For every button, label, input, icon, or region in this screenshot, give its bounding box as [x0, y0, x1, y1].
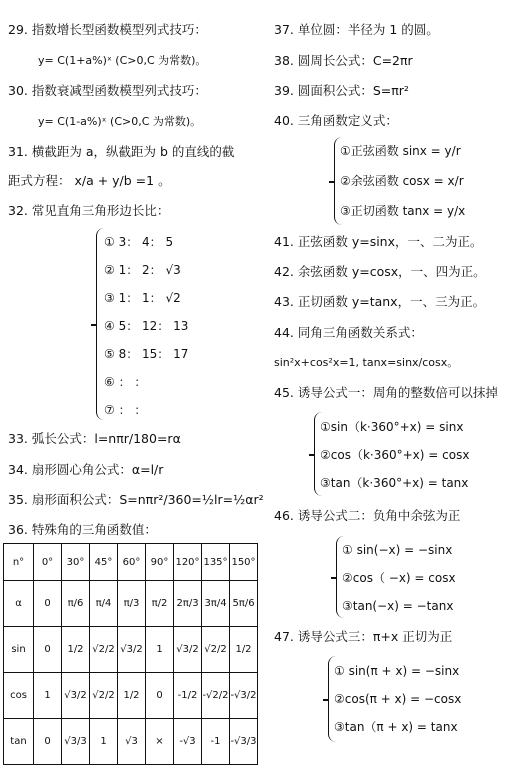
table-cell: √2/2 [90, 627, 118, 673]
item-42: 42. 余弦函数 y=cosx，一、四为正。 [274, 264, 486, 279]
item-41: 41. 正弦函数 y=sinx，一、二为正。 [274, 234, 483, 249]
f3-cos: ②cos(π + x) = −cosx [334, 692, 462, 706]
table-cell: √2/2 [202, 627, 230, 673]
table-cell: √3/2 [118, 627, 146, 673]
item-39: 39. 圆面积公式：S=πr² [274, 83, 409, 98]
row-label: cos [4, 673, 34, 719]
table-cell: 1 [34, 673, 62, 719]
def-tan: ③正切函数 tanx = y/x [340, 204, 466, 218]
table-header-cell: 135° [202, 544, 230, 581]
row-label: α [4, 581, 34, 627]
table-cell: 0 [34, 719, 62, 765]
table-cell: 0 [146, 673, 174, 719]
table-cell: × [146, 719, 174, 765]
table-cell: π/2 [146, 581, 174, 627]
table-cell: -√3/2 [230, 673, 258, 719]
item-36: 36. 特殊角的三角函数值： [8, 522, 157, 537]
table-header-row [4, 544, 258, 581]
table-cell: 1/2 [118, 673, 146, 719]
f3-sin: ① sin(π + x) = −sinx [334, 664, 460, 678]
item-34: 34. 扇形圆心角公式：α=l/r [8, 462, 164, 477]
def-sin: ①正弦函数 sinx = y/r [340, 144, 461, 158]
f2-tan: ③tan(−x) = −tanx [342, 599, 454, 613]
tri-2: ② 1： 2： √3 [104, 263, 181, 277]
table-row [4, 581, 258, 627]
item-31b: 距式方程： x/a + y/b =1 。 [8, 173, 171, 188]
item-38: 38. 圆周长公式：C=2πr [274, 53, 413, 68]
table-cell: -1/2 [174, 673, 202, 719]
item-47: 47. 诱导公式三：π+x 正切为正 [274, 629, 453, 644]
item-31a: 31. 横截距为 a，纵截距为 b 的直线的截 [8, 144, 235, 159]
table-cell: √3/3 [62, 719, 90, 765]
item-43: 43. 正切函数 y=tanx，一、三为正。 [274, 294, 486, 309]
table-cell: π/3 [118, 581, 146, 627]
formula-30: y= C(1-a%)ˣ (C>0,C 为常数)。 [38, 115, 202, 128]
tri-3: ③ 1： 1： √2 [104, 291, 181, 305]
table-header-cell: 30° [62, 544, 90, 581]
table-header-cell: 150° [230, 544, 258, 581]
table-header-cell: 0° [34, 544, 62, 581]
tri-7: ⑦ ： ： [104, 403, 147, 417]
table-cell: -√2/2 [202, 673, 230, 719]
row-label: tan [4, 719, 34, 765]
table-cell: √3 [118, 719, 146, 765]
table-cell: √3/2 [174, 627, 202, 673]
item-40: 40. 三角函数定义式： [274, 113, 398, 128]
table-cell: 2π/3 [174, 581, 202, 627]
formula-29: y= C(1+a%)ˣ (C>0,C 为常数)。 [38, 54, 207, 67]
item-29: 29. 指数增长型函数模型列式技巧： [8, 22, 207, 37]
tri-5: ⑤ 8： 15： 17 [104, 347, 189, 361]
item-33: 33. 弧长公式：l=nπr/180=rα [8, 431, 181, 446]
table-header-cell: 45° [90, 544, 118, 581]
table-header-cell: 120° [174, 544, 202, 581]
table-row [4, 627, 258, 673]
table-row [4, 719, 258, 765]
table-cell: -√3/3 [230, 719, 258, 765]
special-angle-table [3, 543, 258, 765]
f3-tan: ③tan（π + x) = tanx [334, 720, 458, 734]
item-30: 30. 指数衰减型函数模型列式技巧： [8, 83, 207, 98]
table-cell: 1/2 [230, 627, 258, 673]
f1-cos: ②cos（k·360°+x) = cosx [320, 448, 470, 462]
table-cell: √3/2 [62, 673, 90, 719]
item-44: 44. 同角三角函数关系式： [274, 325, 423, 340]
item-46: 46. 诱导公式二：负角中余弦为正 [274, 508, 461, 523]
f1-tan: ③tan（k·360°+x) = tanx [320, 476, 469, 490]
table-header-cell: n° [4, 544, 34, 581]
table-cell: π/4 [90, 581, 118, 627]
row-label: sin [4, 627, 34, 673]
table-cell: 0 [34, 627, 62, 673]
table-cell: 1 [146, 627, 174, 673]
table-cell: √2/2 [90, 673, 118, 719]
f1-sin: ①sin（k·360°+x) = sinx [320, 420, 464, 434]
table-cell: 1/2 [62, 627, 90, 673]
formula-44: sin²x+cos²x=1, tanx=sinx/cosx。 [274, 356, 459, 369]
table-header-cell: 90° [146, 544, 174, 581]
item-37: 37. 单位圆：半径为 1 的圆。 [274, 22, 439, 37]
tri-4: ④ 5： 12： 13 [104, 319, 189, 333]
table-cell: -√3 [174, 719, 202, 765]
table-cell: π/6 [62, 581, 90, 627]
table-cell: 1 [90, 719, 118, 765]
f2-sin: ① sin(−x) = −sinx [342, 543, 453, 557]
item-35: 35. 扇形面积公式：S=nπr²/360=½lr=½αr² [8, 492, 264, 507]
def-cos: ②余弦函数 cosx = x/r [340, 174, 464, 188]
table-cell: 0 [34, 581, 62, 627]
table-cell: 3π/4 [202, 581, 230, 627]
table-header-cell: 60° [118, 544, 146, 581]
f2-cos: ②cos（ −x) = cosx [342, 571, 456, 585]
item-45: 45. 诱导公式一：周角的整数倍可以抹掉 [274, 385, 498, 400]
table-cell: -1 [202, 719, 230, 765]
table-cell: 5π/6 [230, 581, 258, 627]
table-row [4, 673, 258, 719]
tri-1: ① 3： 4： 5 [104, 235, 174, 249]
tri-6: ⑥ ： ： [104, 375, 147, 389]
item-32: 32. 常见直角三角形边长比： [8, 203, 170, 218]
